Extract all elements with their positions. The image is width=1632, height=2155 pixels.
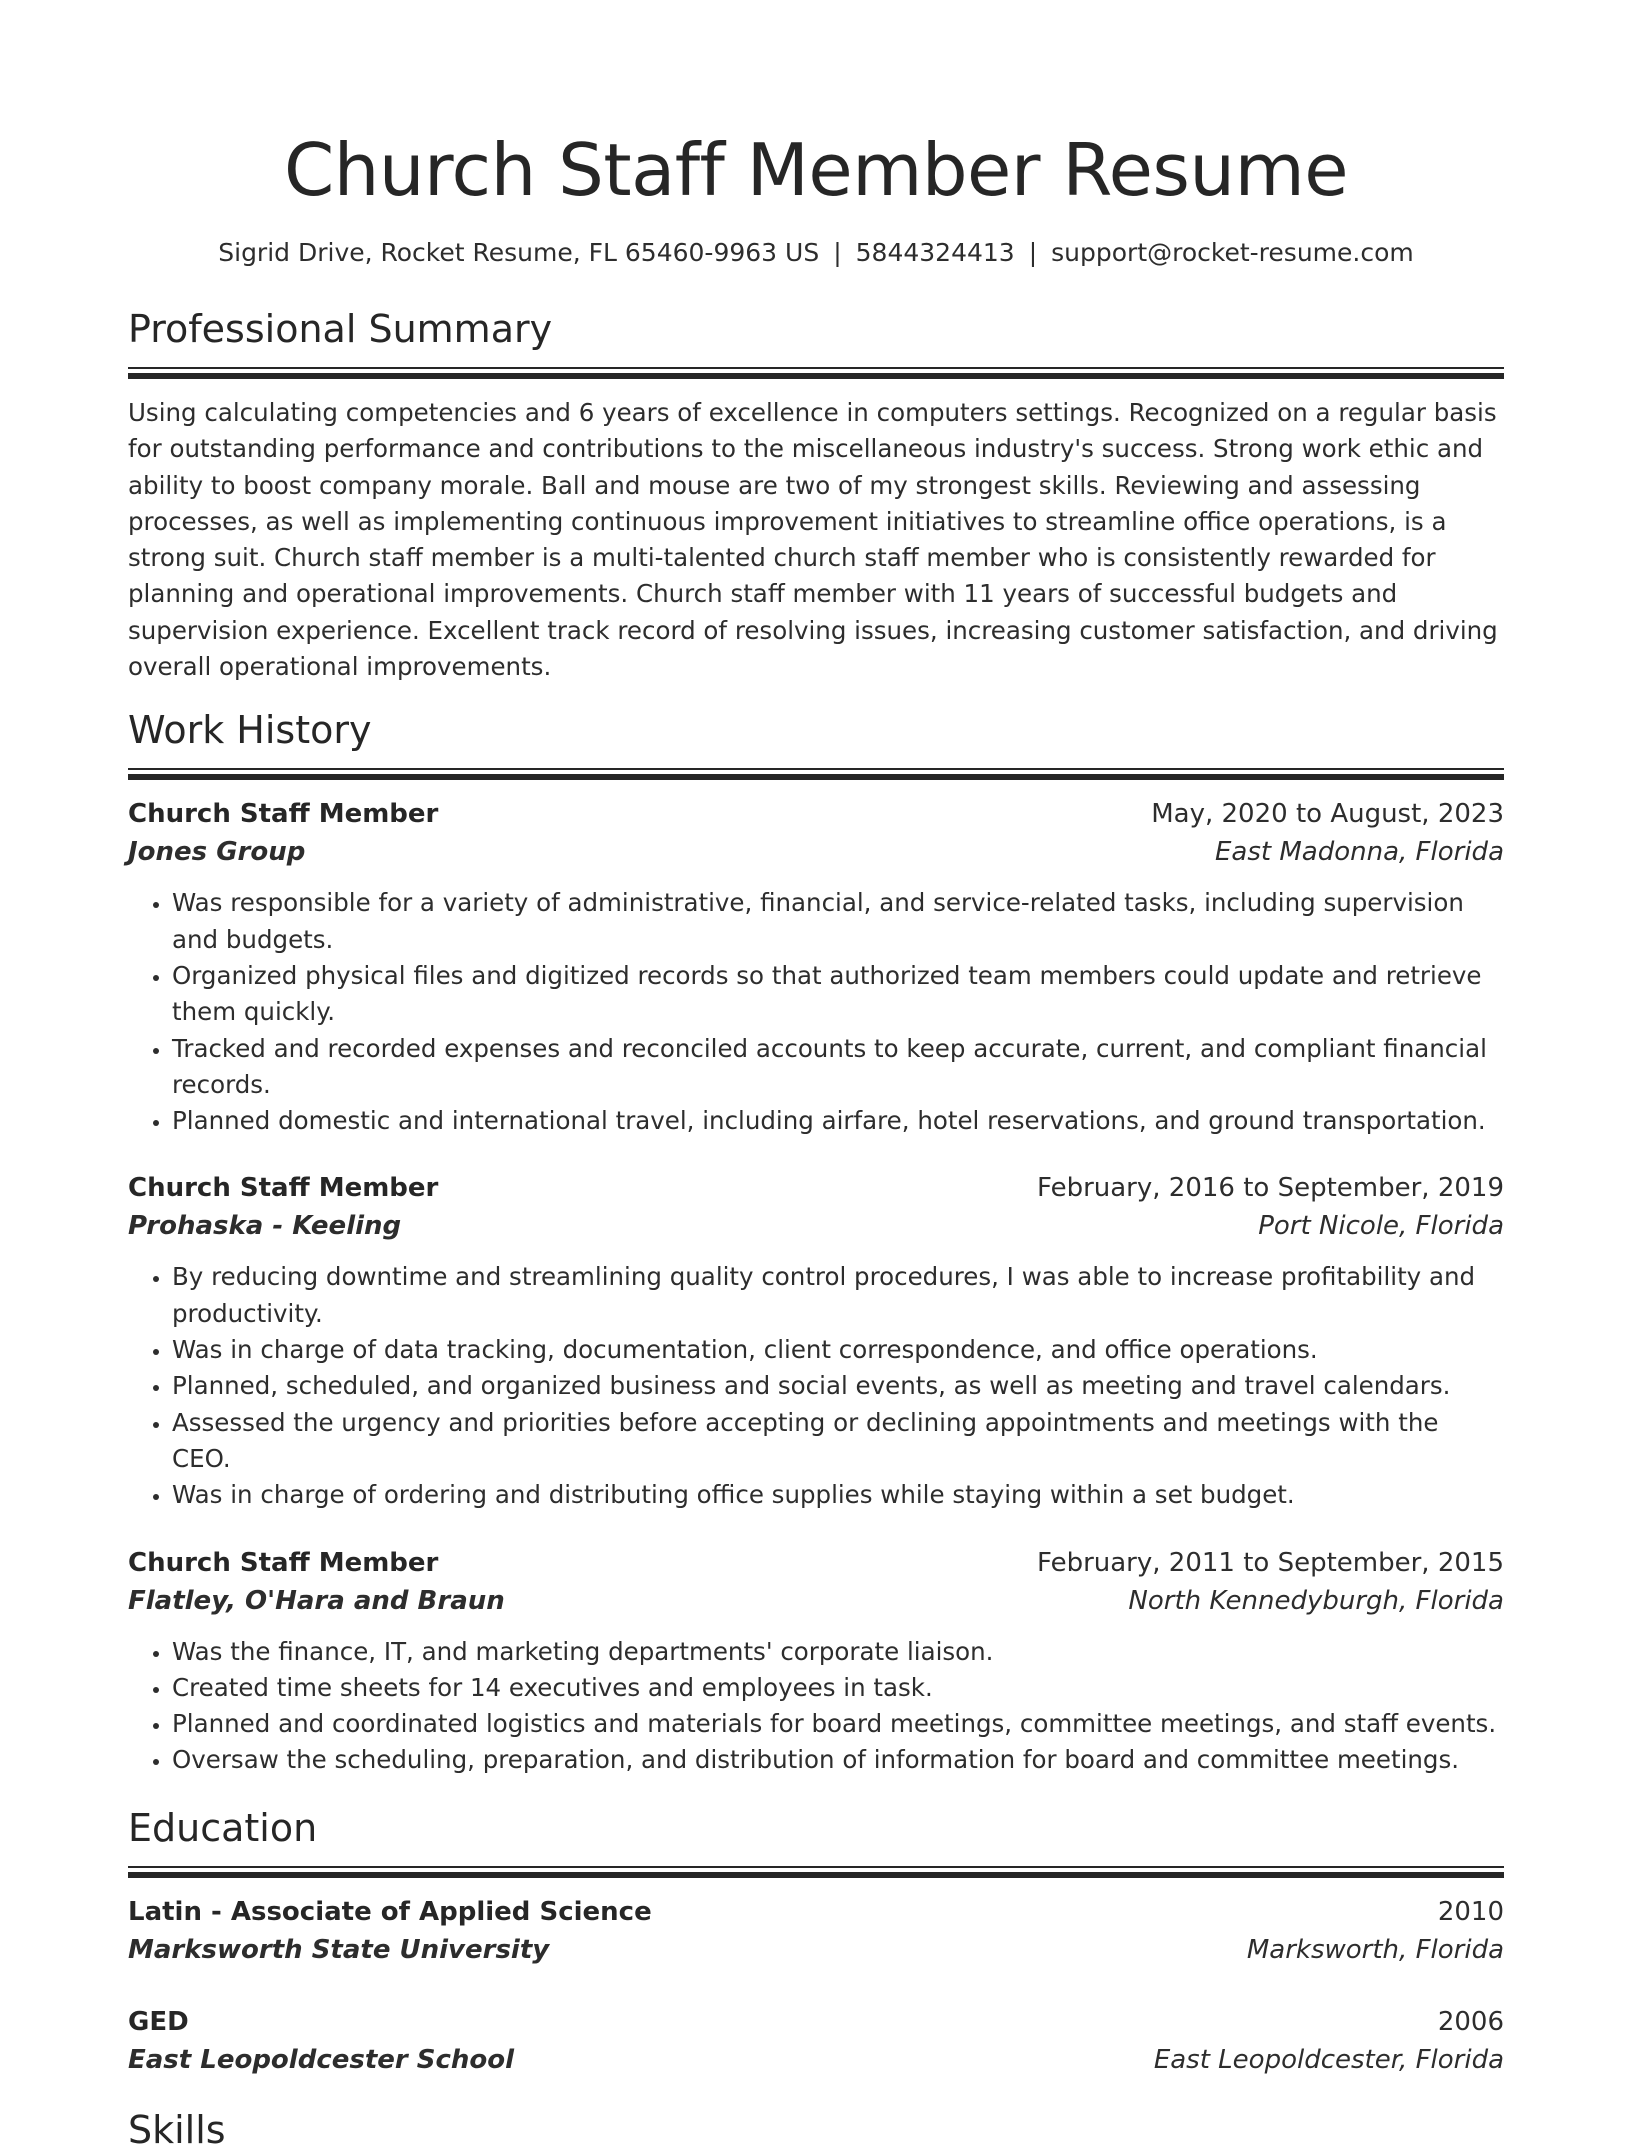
job-bullet: • Created time sheets for 14 executives and employees in task. <box>172 1670 1504 1706</box>
section-divider <box>128 1866 1504 1868</box>
job-entry <box>128 1544 1504 1779</box>
contact-line <box>128 236 1504 270</box>
resume-page <box>128 0 1504 2155</box>
resume-title: Church Staff Member Resume <box>283 128 1348 212</box>
section-divider-thick <box>128 373 1504 379</box>
education-section <box>128 1803 1504 2079</box>
work-history-section <box>128 705 1504 1778</box>
job-bullet: • Was the finance, IT, and marketing departments' corporate liaison. <box>172 1634 1504 1670</box>
job-location: East Madonna, Florida <box>1215 837 1504 868</box>
job-bullets <box>128 885 1504 1139</box>
education-year: 2006 <box>1437 2006 1504 2037</box>
contact-address: Sigrid Drive, Rocket Resume, FL 65460-9963 US <box>218 238 820 267</box>
education-entry <box>128 1893 1504 1969</box>
summary-text: Using calculating competencies and 6 years of excellence in computers settings. Recognized on a regular basis for outstanding performance and contributions to the miscellaneous industry's success. Strong work ethic and ability to boost company morale. Ball and mouse are two of my strongest skills. Reviewing and assessing processes, as well as implementing continuous improvement initiatives to streamline office operations, is a strong suit. Church staff member is a multi-talented church staff member who is consistently rewarded for planning and operational improvements. Church staff member with 11 years of successful budgets and supervision experience. Excellent track record of resolving issues, increasing customer satisfaction, and driving overall operational improvements. <box>128 398 1498 682</box>
job-bullet: • Tracked and recorded expenses and reconciled accounts to keep accurate, current, and compliant financial records. <box>172 1031 1504 1104</box>
job-bullets <box>128 1259 1504 1513</box>
section-divider-thick <box>128 774 1504 780</box>
job-bullets <box>128 1634 1504 1779</box>
job-bullet: • By reducing downtime and streamlining quality control procedures, I was able to increase profitability and productivity. <box>172 1259 1504 1332</box>
contact-separator: | <box>833 238 842 267</box>
job-bullet: • Planned domestic and international travel, including airfare, hotel reservations, and ground transportation. <box>172 1103 1504 1139</box>
job-bullet: • Assessed the urgency and priorities before accepting or declining appointments and meetings with the CEO. <box>172 1405 1504 1478</box>
section-divider-thick <box>128 1872 1504 1878</box>
section-title-summary: Professional Summary <box>128 307 553 351</box>
contact-separator: | <box>1028 238 1038 267</box>
section-title-education: Education <box>128 1805 318 1850</box>
education-location: East Leopoldcester, Florida <box>1153 2044 1504 2075</box>
education-year: 2010 <box>1437 1896 1504 1927</box>
job-title: Church Staff Member <box>128 799 439 830</box>
job-bullet: • Organized physical files and digitized records so that authorized team members could update and retrieve them quickly. <box>172 958 1504 1031</box>
education-degree: GED <box>128 2006 189 2037</box>
education-degree: Latin - Associate of Applied Science <box>128 1896 652 1927</box>
job-bullet: • Planned and coordinated logistics and materials for board meetings, committee meetings, and staff events. <box>172 1706 1504 1742</box>
job-company: Jones Group <box>128 837 306 868</box>
job-title: Church Staff Member <box>128 1547 439 1578</box>
job-location: Port Nicole, Florida <box>1258 1211 1504 1242</box>
job-entry <box>128 1169 1504 1513</box>
job-company: Flatley, O'Hara and Braun <box>128 1585 505 1616</box>
job-bullet: • Oversaw the scheduling, preparation, and distribution of information for board and committee meetings. <box>172 1742 1504 1778</box>
contact-email: support@rocket-resume.com <box>1051 238 1414 267</box>
section-title-work-history: Work History <box>128 708 372 753</box>
job-entry <box>128 795 1504 1139</box>
education-school: Marksworth State University <box>128 1934 550 1965</box>
job-dates: February, 2011 to September, 2015 <box>1037 1547 1504 1578</box>
job-bullet: • Planned, scheduled, and organized business and social events, as well as meeting and travel calendars. <box>172 1368 1504 1404</box>
section-title-skills: Skills <box>128 2107 226 2152</box>
summary-section <box>128 304 1504 685</box>
job-bullet: • Was in charge of ordering and distributing office supplies while staying within a set budget. <box>172 1477 1504 1513</box>
contact-phone: 5844324413 <box>855 238 1015 267</box>
job-bullet: • Was in charge of data tracking, documentation, client correspondence, and office operations. <box>172 1332 1504 1368</box>
education-entry <box>128 2003 1504 2079</box>
job-dates: February, 2016 to September, 2019 <box>1037 1173 1504 1204</box>
section-divider <box>128 768 1504 770</box>
education-school: East Leopoldcester School <box>128 2044 515 2075</box>
job-company: Prohaska - Keeling <box>128 1211 402 1242</box>
job-title: Church Staff Member <box>128 1173 439 1204</box>
section-divider <box>128 367 1504 369</box>
skills-section <box>128 2105 1504 2155</box>
job-dates: May, 2020 to August, 2023 <box>1151 799 1504 830</box>
job-bullet: • Was responsible for a variety of administrative, financial, and service-related tasks, including supervision and budgets. <box>172 885 1504 958</box>
education-location: Marksworth, Florida <box>1246 1934 1504 1965</box>
job-location: North Kennedyburgh, Florida <box>1128 1585 1504 1616</box>
